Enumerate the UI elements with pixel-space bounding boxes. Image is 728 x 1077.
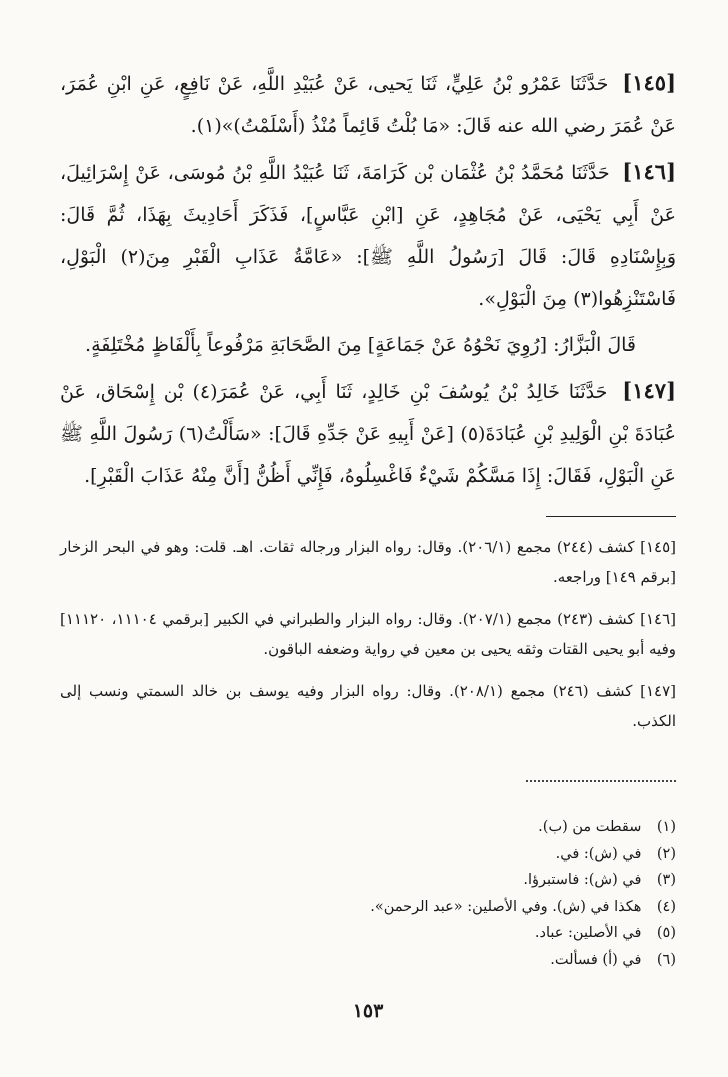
- section-divider: [546, 516, 676, 517]
- footnote-5: [60, 920, 676, 947]
- footnote-text: في الأصلين: عباد.: [534, 925, 642, 941]
- page: [60, 62, 676, 1057]
- footnote-number: (٦): [656, 951, 676, 968]
- page-number: ١٥٣: [352, 1000, 384, 1022]
- footnote-text: في (ش): فاستبرؤا.: [523, 872, 642, 888]
- hadith-text: حَدَّثَنَا خَالِدُ بْنُ يُوسُفَ بْنِ خَالِدٍ، ثَنَا أَبِي، عَنْ عُمَرَ(٤) بْن إِسْحَاق، عَنْ عُبَادَةَ بْنِ الْوَلِيدِ بْنِ عُبَادَةَ(٥) [عَنْ أَبِيهِ عَنْ جَدِّهِ قَالَ]: «سَأَلْتُ(٦) رَسُولَ اللَّهِ ﷺ عَنِ الْبَوْلِ، فَقَالَ: إِذَا مَسَّكُمْ شَيْءٌ فَاغْسِلُوهُ، فَإِنِّي أَظُنُّ [أَنَّ مِنْهُ عَذَابَ الْقَبْرِ].: [60, 381, 676, 487]
- hadith-147: [60, 370, 676, 497]
- takhrij-text: كشف (٢٤٤) مجمع (٢٠٦/١). وقال: رواه البزار ورجاله ثقات. اهـ. قلت: وهو في البحر الزخار [برقم ١٤٩] وراجعه.: [60, 538, 676, 586]
- footnote-number: (٣): [656, 872, 676, 888]
- takhrij-number: [١٤٥]: [640, 538, 676, 556]
- takhrij-147: [60, 676, 676, 736]
- footnote-number: (٢): [656, 845, 676, 862]
- hadith-145: [60, 62, 676, 147]
- footnote-2: [60, 841, 676, 868]
- takhrij-text: كشف (٢٤٦) مجمع (٢٠٨/١). وقال: رواه البزار وفيه يوسف بن خالد السمتي ونسب إلى الكذب.: [60, 682, 676, 730]
- footnote-1: [60, 814, 676, 841]
- footnote-number: (٤): [656, 898, 676, 915]
- footnote-number: (١): [656, 819, 676, 835]
- hadith-146: [60, 151, 676, 320]
- footnote-divider: [526, 780, 676, 782]
- takhrij-section: [60, 532, 676, 748]
- hadith-text: حَدَّثَنَا مُحَمَّدُ بْنُ عُثْمَان بْن كَرَامَةَ، ثَنَا عُبَيْدُ اللَّهِ بْنُ مُوسَى، عَنْ إِسْرَائِيلَ، عَنْ أَبِي يَحْيَى، عَنْ مُجَاهِدٍ، عَنِ [ابْنِ عَبَّاسٍ]، فَذَكَرَ أَحَادِيثَ بِهَذَا، ثُمَّ قَالَ: وَبِإِسْنَادِهِ قَالَ: قَالَ [رَسُولُ اللَّهِ ﷺ]: «عَامَّةُ عَذَابِ الْقَبْرِ مِنَ(٢) الْبَوْلِ، فَاسْتَنْزِهُوا(٣) مِنَ الْبَوْلِ».: [60, 162, 676, 310]
- takhrij-146: [60, 604, 676, 664]
- hadith-number: [١٤٥]: [622, 70, 676, 95]
- footnote-4: [60, 894, 676, 921]
- footnote-text: هكذا في (ش). وفي الأصلين: «عبد الرحمن».: [370, 898, 642, 915]
- hadith-number: [١٤٧]: [622, 378, 676, 403]
- footnote-3: [60, 867, 676, 894]
- bazzar-note: قَالَ الْبَزَّارُ: [رُوِيَ نَحْوُهُ عَنْ جَمَاعَةٍ] مِنَ الصَّحَابَةِ مَرْفُوعاً بِأَلْفَاظٍ مُخْتَلِفَةٍ.: [85, 334, 636, 356]
- footnotes-list: [60, 814, 676, 973]
- footnote-6: [60, 947, 676, 974]
- takhrij-text: كشف (٢٤٣) مجمع (٢٠٧/١). وقال: رواه البزار والطبراني في الكبير [برقمي ١١١٠٤، ١١١٢٠] وفيه أبو يحيى القتات وثقه يحيى بن معين في رواية وضعفه الباقون.: [60, 610, 676, 658]
- hadith-text: حَدَّثَنَا عَمْرُو بْنُ عَلِيٍّ، ثَنَا يَحيى، عَنْ عُبَيْدِ اللَّهِ، عَنْ نَافِعٍ، عَنِ ابْنِ عُمَرَ، عَنْ عُمَرَ رضي الله عنه قَالَ: «مَا بُلْتُ قَائِماً مُنْذُ (أَسْلَمْتُ)»(١).: [60, 73, 676, 137]
- takhrij-number: [١٤٦]: [640, 610, 676, 628]
- hadith-number: [١٤٦]: [622, 159, 676, 184]
- footnote-text: في (ش): في.: [555, 845, 642, 862]
- footnote-text: سقطت من (ب).: [538, 819, 642, 835]
- footnote-text: في (أ) فسألت.: [550, 951, 642, 968]
- footnote-number: (٥): [656, 925, 676, 941]
- takhrij-145: [60, 532, 676, 592]
- takhrij-number: [١٤٧]: [640, 682, 676, 700]
